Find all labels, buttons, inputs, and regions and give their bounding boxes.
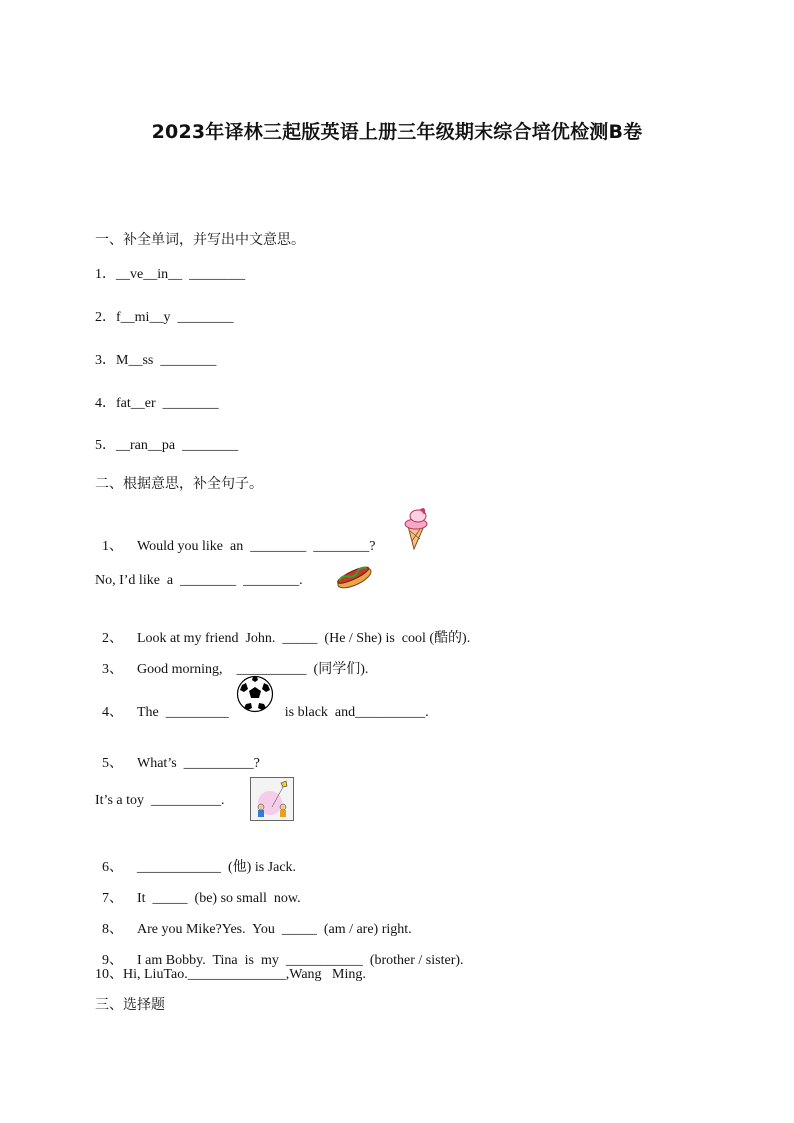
s2-q1-answer: No, I’d like a ________ ________. [95,573,303,588]
section2-heading: 二、根据意思，补全句子。 [95,476,263,492]
s2-q10: 10、Hi, LiuTao.______________,Wang Ming. [95,967,366,982]
s1-item-3: 3．M__ss ________ [95,353,217,368]
hot-dog-icon [334,562,374,592]
s2-q3: 3、 Good morning, __________ (同学们). [102,662,369,677]
s2-q5: 5、 What’s __________? [102,756,260,771]
ice-cream-icon [400,504,434,550]
s2-q9: 9、 I am Bobby. Tina is my ___________ (brother / sister). [102,953,464,968]
s2-q2: 2、 Look at my friend John. _____ (He / She) is cool (酷的). [102,631,471,646]
q1-text: Would you like an ________ ________? [137,539,376,554]
s2-q1 [95,520,375,556]
s1-item-5: 5．__ran__pa ________ [95,438,239,453]
s2-q6: 6、 ____________ (他) is Jack. [102,860,297,875]
s2-q8: 8、 Are you Mike?Yes. You _____ (am / are) right. [102,922,412,937]
s1-item-4: 4．fat__er ________ [95,396,219,411]
section1-heading: 一、补全单词，并写出中文意思。 [95,232,305,248]
page-title: 2023年译林三起版英语上册三年级期末综合培优检测B卷 [151,121,643,143]
football-icon [236,675,274,713]
s1-item-1: 1．__ve__in__ ________ [95,267,246,282]
s2-q7: 7、 It _____ (be) so small now. [102,891,301,906]
q1-number: 1、 [102,539,123,554]
s2-q4: 4、 The _________ is black and__________. [102,705,429,720]
s2-q5-answer: It’s a toy __________. [95,793,225,808]
s1-item-2: 2．f__mi__y ________ [95,310,234,325]
kite-picture-icon [250,777,294,821]
section3-heading: 三、选择题 [95,997,165,1013]
